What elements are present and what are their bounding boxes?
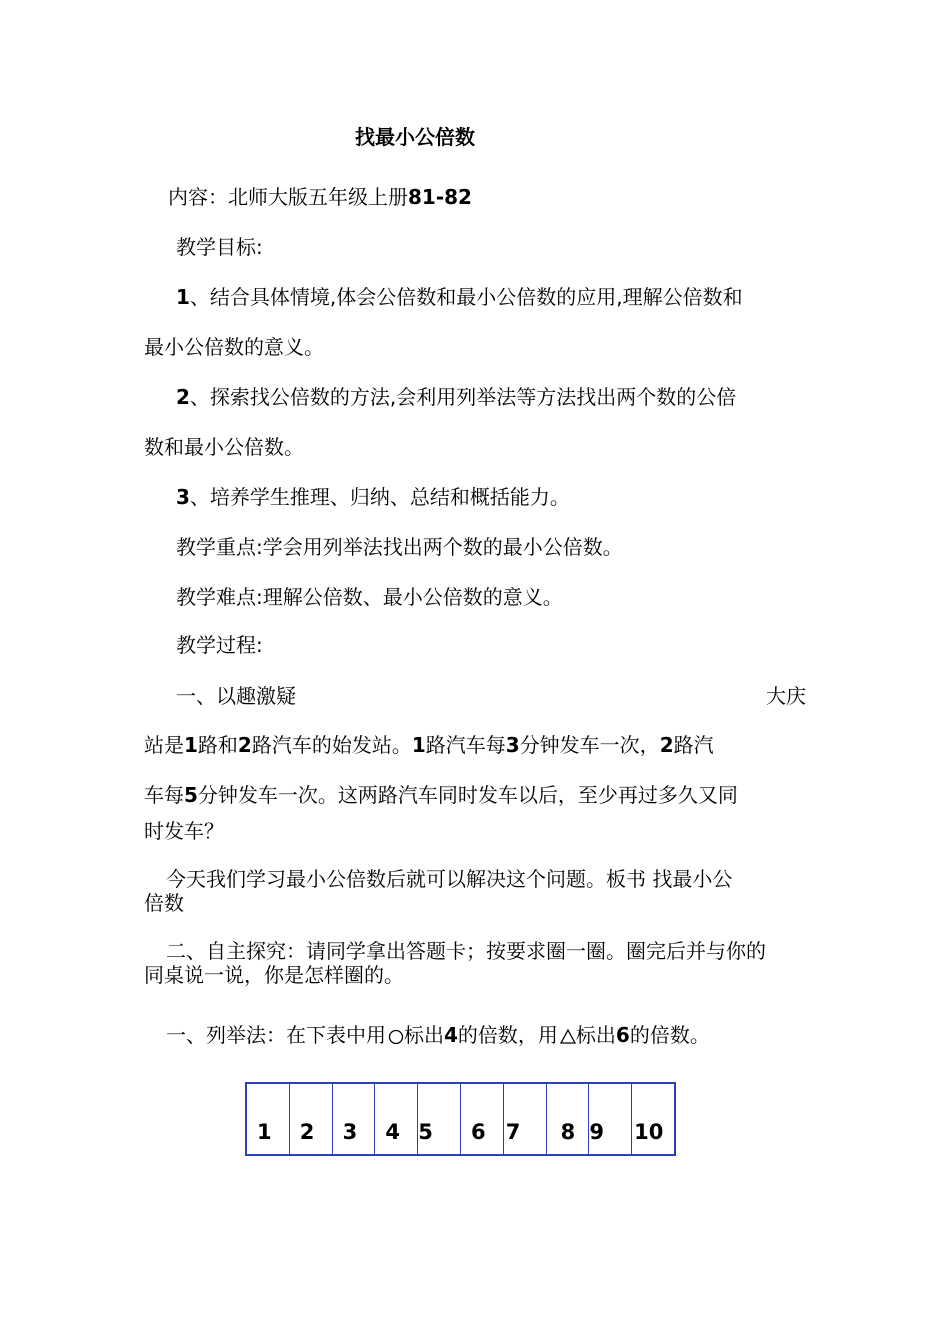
- table-cell[interactable]: [504, 1084, 547, 1154]
- method-text: 的倍数。: [629, 1023, 710, 1047]
- story-number: 3: [505, 733, 520, 757]
- cell-number: 7: [505, 1120, 521, 1144]
- objective-2-text: 、探索找公倍数的方法,会利用列举法等方法找出两个数的公倍: [189, 385, 737, 409]
- cell-number: 5: [418, 1120, 433, 1144]
- content-pages: 81-82: [408, 185, 472, 209]
- story-number: 5: [184, 783, 198, 807]
- story-text: 路汽: [673, 733, 714, 757]
- objective-3: [176, 484, 570, 510]
- objective-1-line-2: 最小公倍数的意义。: [144, 335, 324, 359]
- story-number: 2: [659, 733, 674, 757]
- objective-2-number: 2: [176, 385, 190, 409]
- cell-number: 1: [257, 1120, 272, 1144]
- difficulty: [176, 584, 563, 610]
- key-point-label: 教学重点:: [176, 535, 263, 559]
- today-line-2: 倍数: [144, 891, 184, 915]
- page-title: 找最小公倍数: [355, 125, 475, 149]
- method-text: 一、列举法：在下表中用: [166, 1023, 386, 1047]
- circle-symbol-icon: [388, 1027, 404, 1045]
- story-line-1: [144, 732, 714, 758]
- section-1-right-text: 大庆: [766, 684, 806, 708]
- number-table: [245, 1082, 676, 1156]
- story-text: 路汽车每: [425, 733, 506, 757]
- objective-1-number: 1: [176, 285, 190, 309]
- table-cell[interactable]: [418, 1084, 461, 1154]
- section-2-line-1: 二、自主探究：请同学拿出答题卡；按要求圈一圈。圈完后并与你的: [166, 939, 766, 963]
- objective-2-line-2: 数和最小公倍数。: [144, 435, 304, 459]
- section-2-line-2: 同桌说一说，你是怎样圈的。: [144, 963, 404, 987]
- difficulty-label: 教学难点:: [176, 585, 263, 609]
- triangle-symbol-icon: [560, 1027, 576, 1045]
- process-heading: 教学过程:: [176, 633, 263, 657]
- key-point: [176, 534, 623, 560]
- story-number: 1: [411, 733, 426, 757]
- cell-number: 4: [385, 1120, 401, 1144]
- objective-3-number: 3: [176, 485, 190, 509]
- cell-number: 6: [470, 1120, 486, 1144]
- table-cell[interactable]: [375, 1084, 418, 1154]
- content-label: 内容：北师大版五年级上册: [168, 185, 408, 209]
- table-cell[interactable]: [461, 1084, 504, 1154]
- objectives-heading: 教学目标:: [176, 235, 263, 259]
- story-line-3: 时发车？: [144, 819, 224, 843]
- method-text: 标出: [575, 1023, 616, 1047]
- objective-1-text: 、结合具体情境,体会公倍数和最小公倍数的应用,理解公倍数和: [189, 285, 743, 309]
- story-number: 2: [237, 733, 252, 757]
- story-text: 路汽车的始发站。: [251, 733, 412, 757]
- story-text: 车每: [144, 783, 184, 807]
- story-text: 分钟发车一次，: [519, 733, 660, 757]
- table-cell[interactable]: [547, 1084, 590, 1154]
- table-cell[interactable]: [290, 1084, 333, 1154]
- story-number: 1: [184, 733, 198, 757]
- method-line: [166, 1022, 710, 1048]
- key-point-text: 学会用列举法找出两个数的最小公倍数。: [262, 535, 623, 559]
- story-text: 站是: [144, 733, 184, 757]
- story-text: 分钟发车一次。这两路汽车同时发车以后，至少再过多久又同: [197, 783, 738, 807]
- table-cell[interactable]: [589, 1084, 632, 1154]
- section-1-heading: 一、以趣激疑: [176, 684, 296, 708]
- difficulty-text: 理解公倍数、最小公倍数的意义。: [262, 585, 563, 609]
- objective-2-line-1: [176, 384, 736, 410]
- cell-number: 10: [634, 1120, 664, 1144]
- today-line-1: 今天我们学习最小公倍数后就可以解决这个问题。板书 找最小公: [166, 867, 733, 891]
- objective-1-line-1: [176, 284, 743, 310]
- cell-number: 3: [342, 1120, 358, 1144]
- cell-number: 8: [560, 1120, 576, 1144]
- method-text: 标出: [404, 1023, 444, 1047]
- content-line: [168, 184, 472, 210]
- cell-number: 9: [589, 1120, 604, 1144]
- method-number: 6: [615, 1023, 630, 1047]
- story-text: 路和: [197, 733, 238, 757]
- method-number: 4: [444, 1023, 458, 1047]
- cell-number: 2: [299, 1120, 315, 1144]
- table-cell[interactable]: [247, 1084, 290, 1154]
- objective-3-text: 、培养学生推理、归纳、总结和概括能力。: [189, 485, 570, 509]
- table-cell[interactable]: [333, 1084, 376, 1154]
- table-cell[interactable]: [632, 1084, 674, 1154]
- method-text: 的倍数，用: [457, 1023, 558, 1047]
- story-line-2: [144, 782, 738, 808]
